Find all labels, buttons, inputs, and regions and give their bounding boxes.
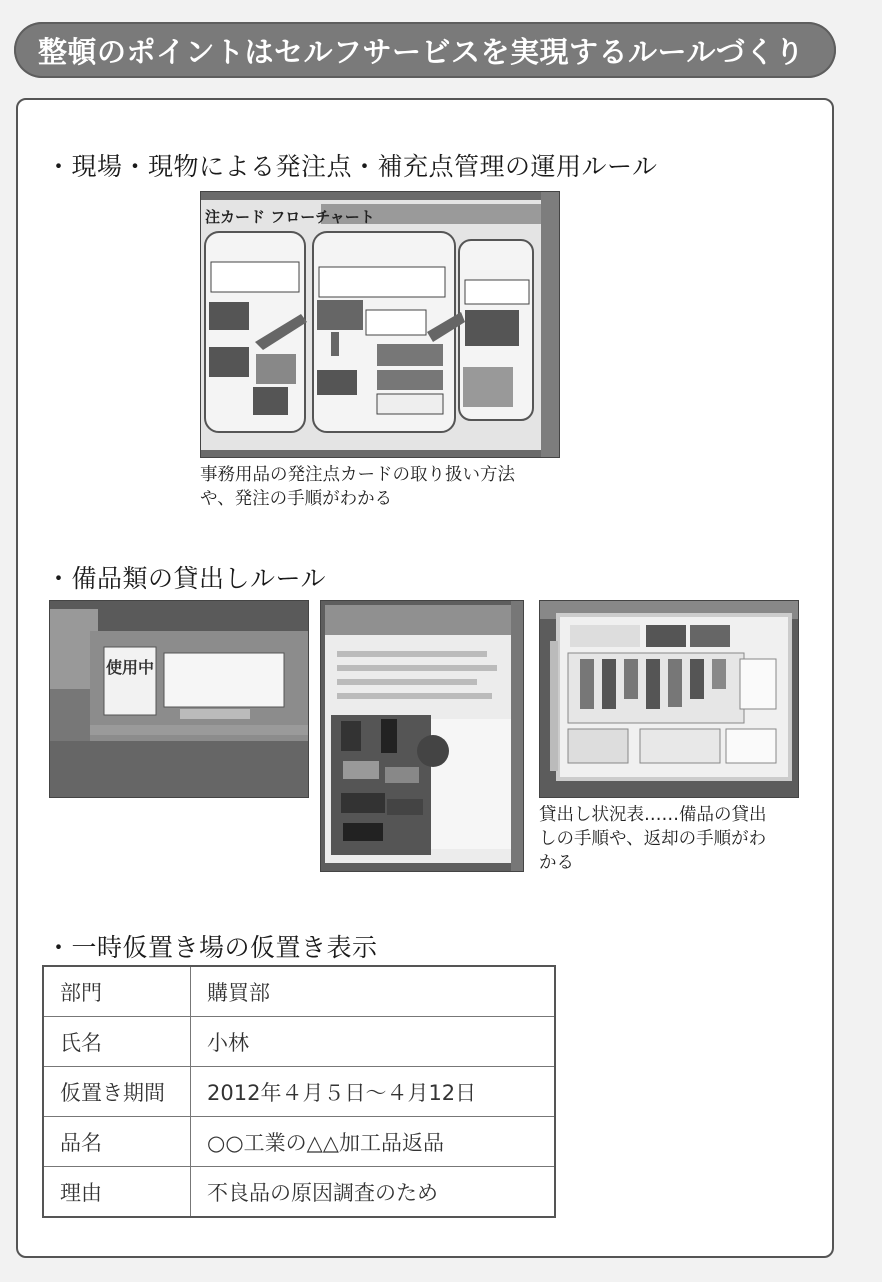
caption-line: 貸出し状況表……備品の貸出 (539, 805, 767, 825)
in-use-sign-photo (49, 600, 309, 798)
row-label-item: 品名 (43, 1117, 191, 1167)
remote-manual-photo (320, 600, 524, 872)
table-row (43, 1167, 555, 1218)
row-label-name: 氏名 (43, 1017, 191, 1067)
row-value-name: 小林 (191, 1017, 556, 1067)
flowchart-caption (200, 463, 515, 511)
row-label-period: 仮置き期間 (43, 1067, 191, 1117)
section-heading-temporary-storage: ・一時仮置き場の仮置き表示 (46, 933, 378, 962)
caption-line: しの手順や、返却の手順がわ (539, 829, 767, 849)
flowchart-board-photo (200, 191, 560, 458)
table-row (43, 966, 555, 1017)
page-title: 整頓のポイントはセルフサービスを実現するルールづくり (38, 34, 805, 69)
table-row (43, 1117, 555, 1167)
table-row (43, 1067, 555, 1117)
title-banner (14, 22, 836, 78)
temporary-storage-label-table (42, 965, 556, 1218)
in-use-sign-text: 使用中 (105, 658, 155, 677)
row-value-department: 購買部 (191, 966, 556, 1017)
row-value-item: ○○工業の△△加工品返品 (191, 1117, 556, 1167)
section-heading-order-point: ・現場・現物による発注点・補充点管理の運用ルール (46, 152, 658, 181)
table-row (43, 1017, 555, 1067)
photo-board-title: 注カード フローチャート (205, 208, 375, 226)
row-label-department: 部門 (43, 966, 191, 1017)
caption-line: や、発注の手順がわかる (200, 489, 393, 509)
row-label-reason: 理由 (43, 1167, 191, 1218)
caption-line: 事務用品の発注点カードの取り扱い方法 (200, 465, 515, 485)
caption-line: かる (539, 853, 574, 873)
status-board-caption (539, 803, 767, 875)
row-value-reason: 不良品の原因調査のため (191, 1167, 556, 1218)
lending-status-board-photo (539, 600, 799, 798)
row-value-period: 2012年４月５日〜４月12日 (191, 1067, 556, 1117)
section-heading-lending: ・備品類の貸出しルール (46, 564, 327, 593)
